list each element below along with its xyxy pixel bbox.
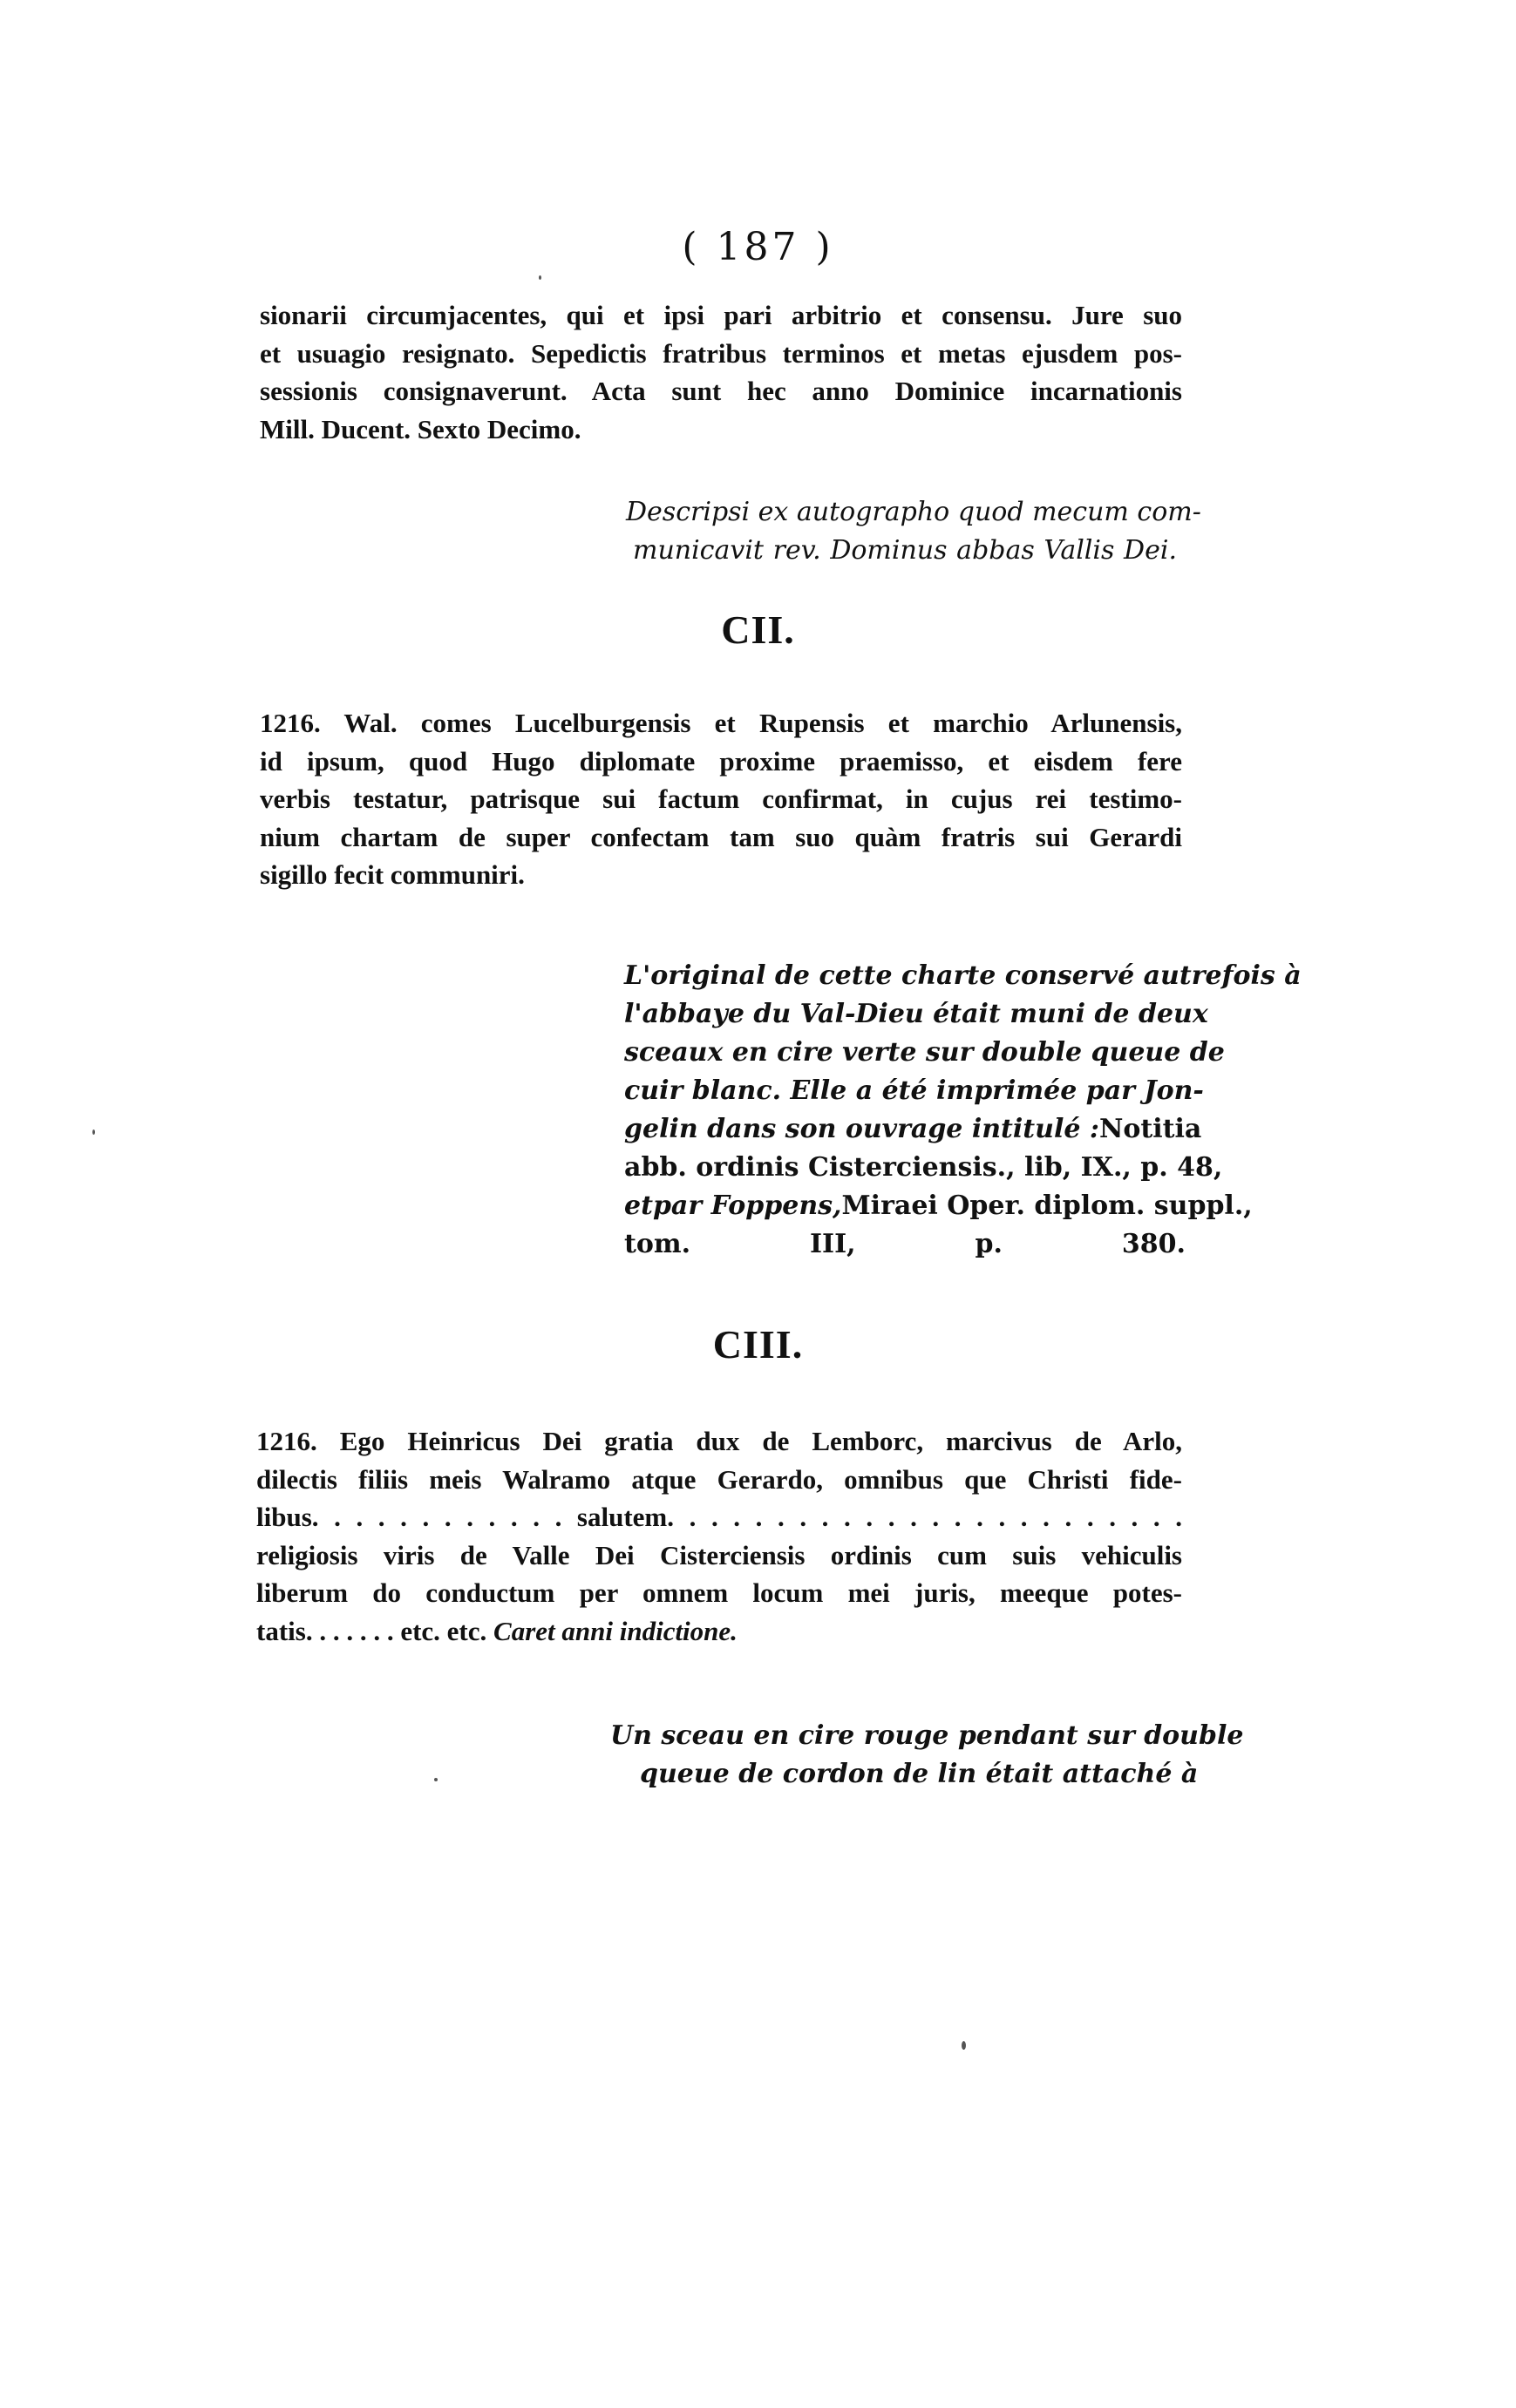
text-line: Mill. Ducent. Sexto Decimo. bbox=[260, 413, 581, 444]
note-fragment: gelin dans son ouvrage intitulé : bbox=[624, 1114, 1099, 1144]
charter-ciii-text bbox=[256, 1422, 1182, 1650]
charter-ciii-note bbox=[610, 1717, 1244, 1794]
note-line: cuir blanc. Elle a été imprimée par Jon- bbox=[624, 1075, 1204, 1106]
text-line: libus. . . . . . . . . . . . salutem. . . . . . . . . . . . . . . . . . . . . . . . bbox=[256, 1502, 1182, 1532]
note-line: l'abbaye du Val-Dieu était muni de deux bbox=[624, 999, 1208, 1029]
text-line: id ipsum, quod Hugo diplomate proxime praemisso, et eisdem fere bbox=[260, 745, 1182, 777]
scan-speck bbox=[92, 1129, 95, 1135]
text-fragment: Caret anni indictione. bbox=[493, 1615, 738, 1646]
text-line: religiosis viris de Valle Dei Cisterciensis ordinis cum suis vehiculis bbox=[256, 1539, 1182, 1570]
note-line: tom. III, p. 380. bbox=[624, 1229, 1186, 1259]
page-number: ( 187 ) bbox=[682, 225, 834, 269]
text-line: sionarii circumjacentes, qui et ipsi pari arbitrio et consensu. Jure suo bbox=[260, 300, 1182, 330]
note-line: Un sceau en cire rouge pendant sur double bbox=[610, 1720, 1244, 1751]
text-line: liberum do conductum per omnem locum mei juris, meeque potes- bbox=[256, 1577, 1182, 1608]
note-fragment: Miraei Oper. diplom. suppl., bbox=[841, 1190, 1253, 1221]
text-line: dilectis filiis meis Walramo atque Gerardo, omnibus que Christi fide- bbox=[256, 1463, 1182, 1495]
text-line: 1216. Ego Heinricus Dei gratia dux de Lemborc, marcivus de Arlo, bbox=[256, 1426, 1182, 1456]
text-line: et usuagio resignato. Sepedictis fratribus terminos et metas ejusdem pos- bbox=[260, 337, 1182, 369]
charter-cii-text bbox=[260, 704, 1182, 894]
charter-heading-ciii: CIII. bbox=[712, 1322, 804, 1367]
text-fragment: tatis. . . . . . . etc. etc. bbox=[256, 1615, 487, 1646]
note-line: municavit rev. Dominus abbas Vallis Dei. bbox=[633, 535, 1177, 566]
note-line: queue de cordon de lin était attaché à bbox=[640, 1759, 1199, 1789]
text-line: sigillo fecit communiri. bbox=[260, 859, 525, 890]
source-note bbox=[626, 493, 1201, 570]
text-line: nium chartam de super confectam tam suo quàm fratris sui Gerardi bbox=[260, 821, 1182, 852]
scan-speck bbox=[539, 275, 541, 280]
note-fragment: etpar Foppens, bbox=[624, 1190, 842, 1221]
note-line: abb. ordinis Cisterciensis., lib, IX., p. 48, bbox=[624, 1152, 1223, 1183]
charter-heading-cii: CII. bbox=[721, 607, 795, 652]
scan-speck bbox=[434, 1778, 438, 1781]
note-line: Descripsi ex autographo quod mecum com- bbox=[626, 497, 1201, 527]
note-fragment: Notitia bbox=[1098, 1114, 1202, 1144]
text-line: verbis testatur, patrisque sui factum confirmat, in cujus rei testimo- bbox=[260, 783, 1182, 814]
note-line: L'original de cette charte conservé autrefois à bbox=[624, 960, 1302, 991]
note-line: sceaux en cire verte sur double queue de bbox=[624, 1037, 1225, 1068]
charter-cii-note bbox=[624, 957, 1302, 1264]
note-line bbox=[624, 1110, 1202, 1149]
text-line: 1216. Wal. comes Lucelburgensis et Rupensis et marchio Arlunensis, bbox=[260, 708, 1182, 738]
text-line: sessionis consignaverunt. Acta sunt hec anno Dominice incarnationis bbox=[260, 376, 1182, 406]
text-line bbox=[256, 1612, 1182, 1651]
scan-speck bbox=[962, 2041, 966, 2050]
continuation-text bbox=[260, 296, 1182, 448]
note-line bbox=[624, 1187, 1253, 1225]
